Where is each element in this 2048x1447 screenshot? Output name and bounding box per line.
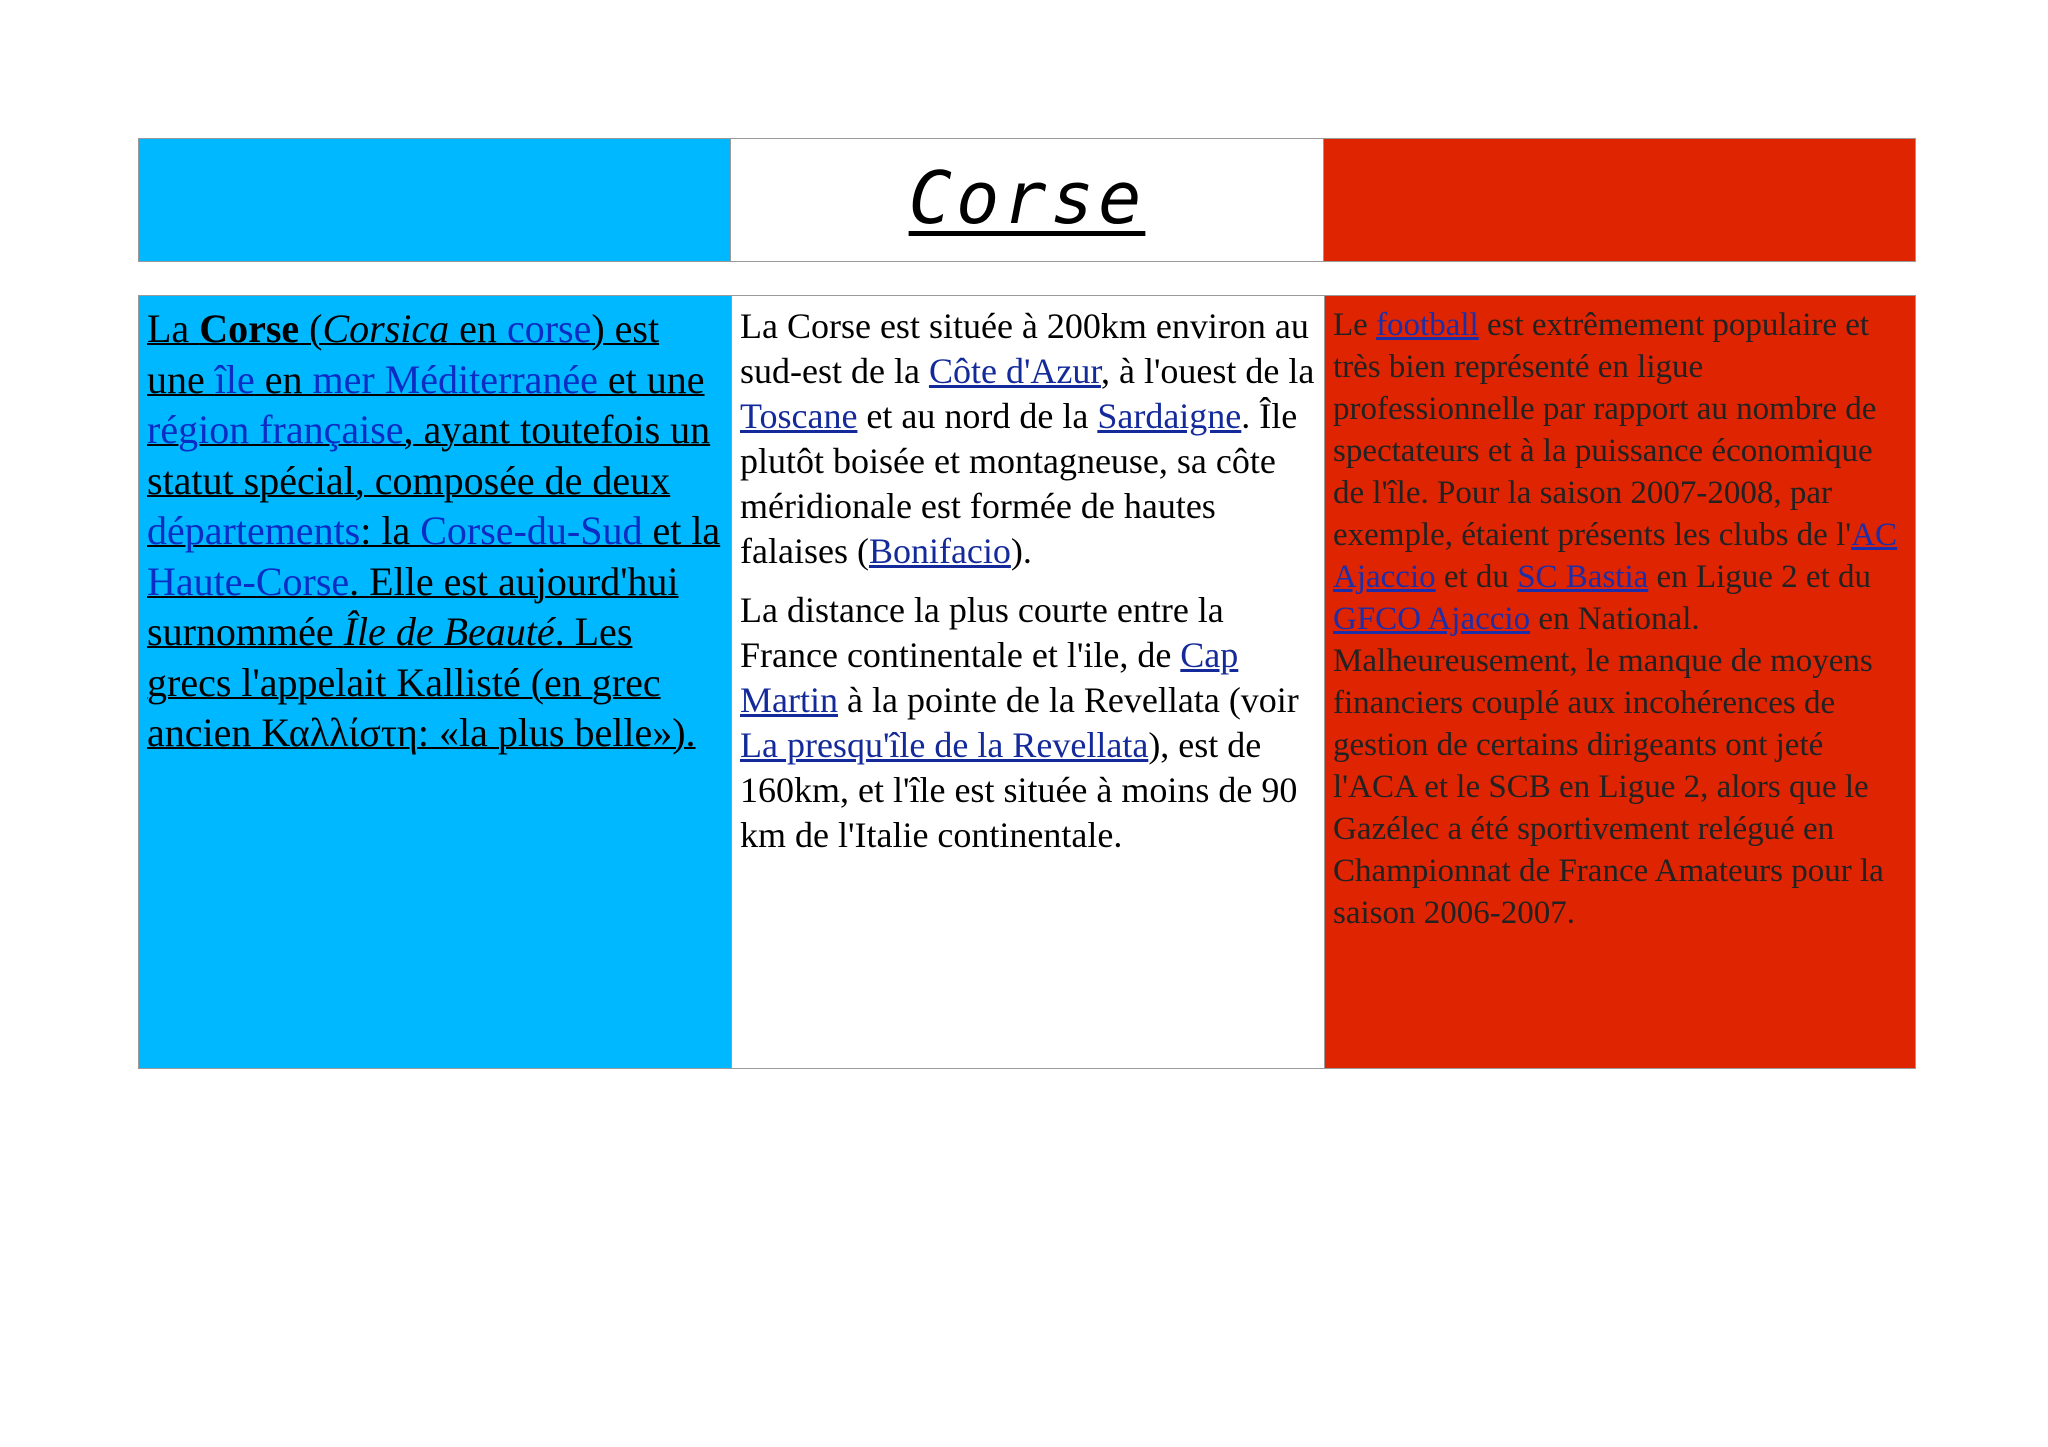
link-ac-ajaccio[interactable]: AC Ajaccio xyxy=(1333,517,1898,595)
text: et la xyxy=(642,508,721,553)
text: et une xyxy=(597,356,705,402)
text: La xyxy=(147,306,200,351)
link-cap-martin[interactable]: Cap Martin xyxy=(740,635,1239,720)
link-region-francaise[interactable]: région française xyxy=(147,407,404,452)
text: . Île plutôt boisée et montagneuse, sa côte méridionale est formée de hautes falaises ( xyxy=(740,396,1298,571)
text: et au nord de la xyxy=(857,396,1098,436)
text: ) est une xyxy=(147,306,660,402)
text: en xyxy=(254,356,313,402)
title-red-cell xyxy=(1324,139,1915,261)
link-ile[interactable]: île xyxy=(214,356,255,402)
link-corse-du-sud[interactable]: Corse-du-Sud xyxy=(420,508,643,553)
text: , ayant toutefois un statut spécial, composée de deux xyxy=(147,407,711,503)
intro-paragraph xyxy=(147,304,723,759)
link-toscane[interactable]: Toscane xyxy=(740,396,858,436)
location-paragraph-1 xyxy=(740,304,1316,574)
content-table xyxy=(138,295,1916,1069)
text: . Les grecs l'appelait Kallisté (en grec ancien Καλλίστη: «la plus belle»). xyxy=(147,609,696,755)
column-football xyxy=(1325,296,1915,1068)
text: ), est de 160km, et l'île est située à moins de 90 km de l'Italie continentale. xyxy=(740,725,1298,855)
text: en xyxy=(449,306,507,351)
text: Le xyxy=(1333,307,1377,343)
link-mer-mediterranee[interactable]: mer Méditerranée xyxy=(312,356,598,402)
text: , à l'ouest de la xyxy=(1100,351,1315,391)
text: ). xyxy=(1010,531,1032,571)
title-banner xyxy=(138,138,1916,262)
text: à la pointe de la Revellata (voir xyxy=(837,680,1299,720)
italic-ile-de-beaute: Île de Beauté xyxy=(343,609,555,654)
link-departements[interactable]: départements xyxy=(147,508,361,553)
link-corse[interactable]: corse xyxy=(506,306,592,351)
title-white-cell xyxy=(731,139,1323,261)
text: . Elle est aujourd'hui surnommée xyxy=(147,558,679,654)
football-paragraph xyxy=(1333,304,1909,934)
link-bonifacio[interactable]: Bonifacio xyxy=(868,531,1011,571)
column-location xyxy=(732,296,1325,1068)
link-gfco-ajaccio[interactable]: GFCO Ajaccio xyxy=(1333,601,1531,637)
text: : la xyxy=(360,508,421,553)
link-haute-corse[interactable]: Haute-Corse xyxy=(147,558,350,604)
link-presqu-ile-revellata[interactable]: La presqu'île de la Revellata xyxy=(740,725,1149,765)
link-sardaigne[interactable]: Sardaigne xyxy=(1097,396,1242,436)
text: en Ligue 2 et du xyxy=(1648,559,1871,595)
title-blue-cell xyxy=(139,139,731,261)
column-geography-intro xyxy=(139,296,732,1068)
text: La distance la plus courte entre la France continentale et l'ile, de xyxy=(740,590,1224,675)
page-title: Corse xyxy=(908,156,1146,240)
location-paragraph-2 xyxy=(740,588,1316,858)
link-sc-bastia[interactable]: SC Bastia xyxy=(1517,559,1649,595)
link-cote-d-azur[interactable]: Côte d'Azur xyxy=(928,351,1101,391)
bold-corse: Corse xyxy=(199,306,300,351)
text: est extrêmement populaire et très bien représenté en ligue professionnelle par rapport au nombre de spectateurs et à la puissance économique de l'île. Pour la saison 2007-2008, par exemple, étaient présents les clubs de l' xyxy=(1333,307,1877,553)
link-football[interactable]: football xyxy=(1376,307,1479,343)
text: La Corse est située à 200km environ au sud-est de la xyxy=(740,306,1309,391)
italic-corsica: Corsica xyxy=(322,306,450,351)
text: en National. Malheureusement, le manque de moyens financiers couplé aux incohérences de gestion de certains dirigeants ont jeté l'ACA et le SCB en Ligue 2, alors que le Gazélec a été sportivement relégué en Championnat de France Amateurs pour la saison 2006-2007. xyxy=(1333,601,1884,931)
text: ( xyxy=(299,306,323,351)
text: et du xyxy=(1435,559,1518,595)
